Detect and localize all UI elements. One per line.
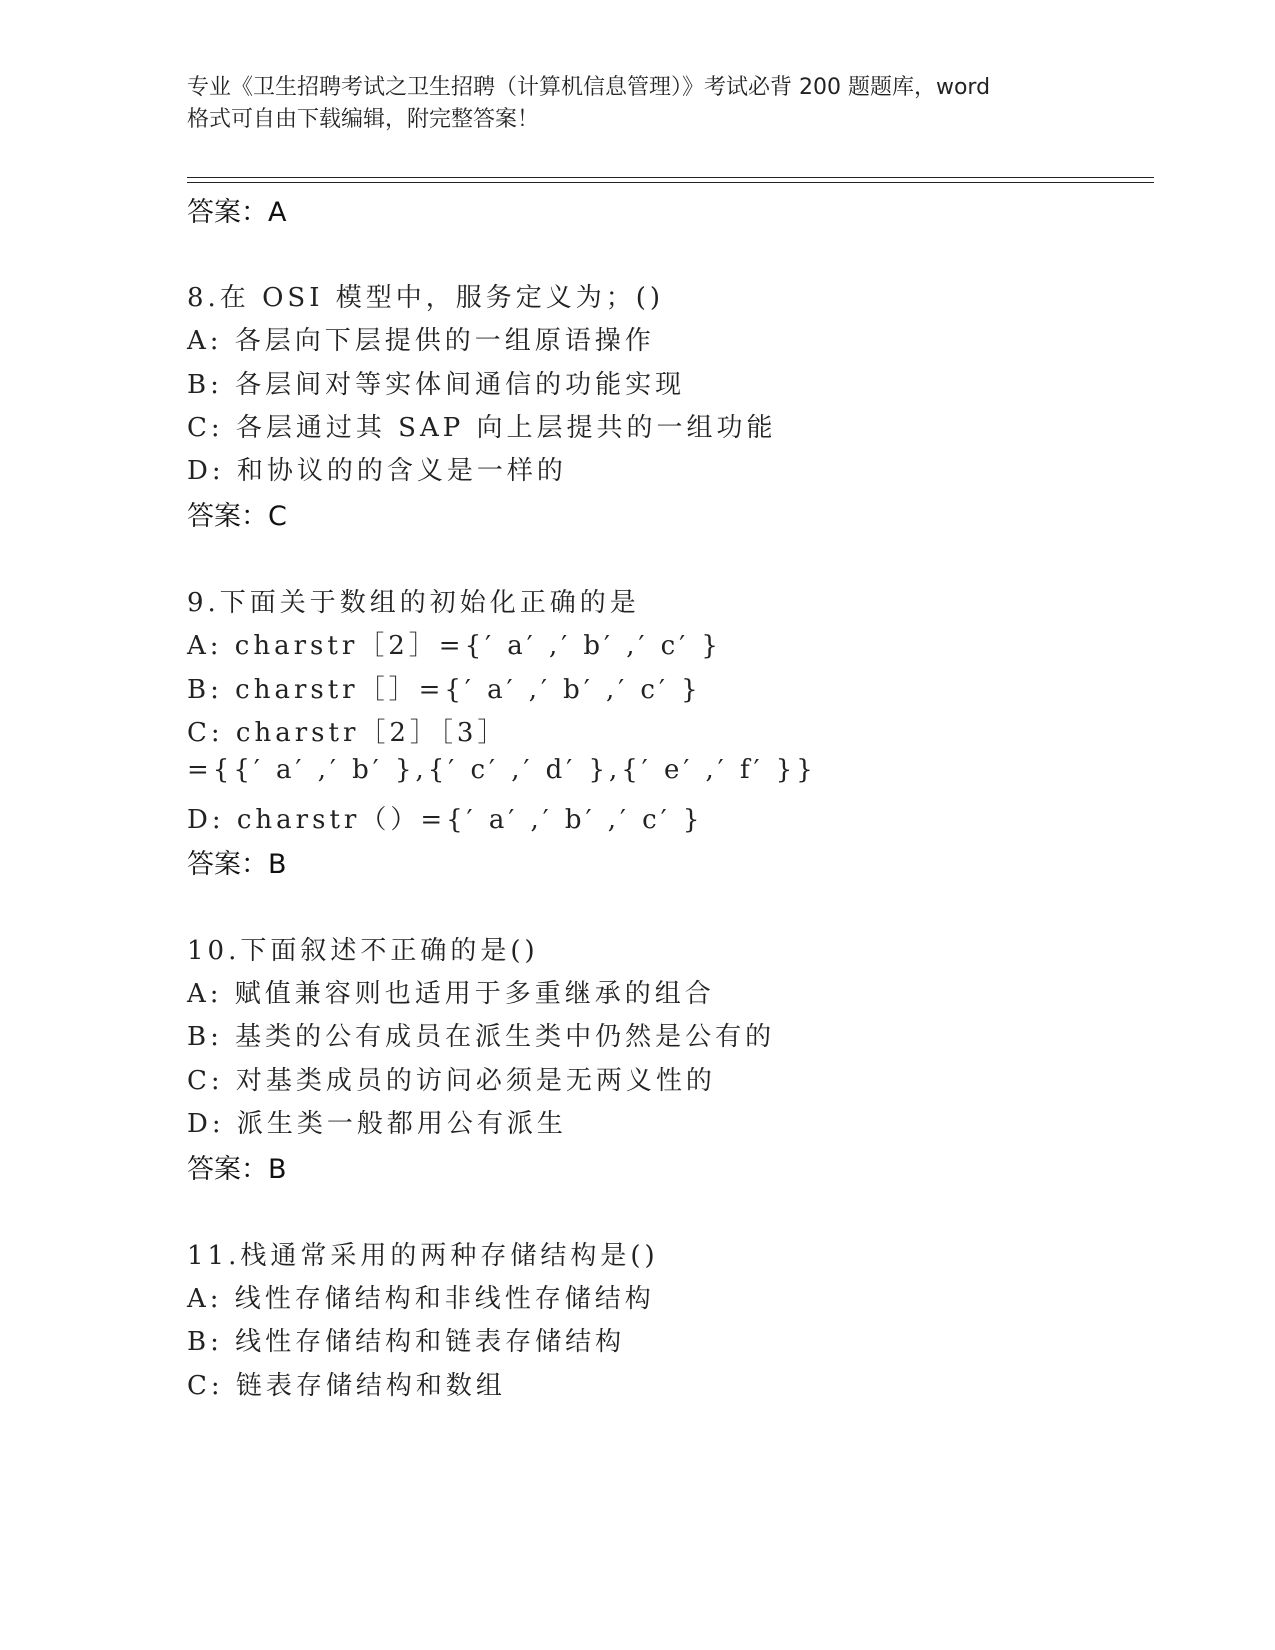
question-10-option-b: B: 基类的公有成员在派生类中仍然是公有的 — [187, 1022, 776, 1052]
answer-previous: 答案：A — [187, 197, 287, 228]
question-11-stem: 11.栈通常采用的两种存储结构是() — [187, 1241, 659, 1271]
header-line-2: 格式可自由下载编辑，附完整答案！ — [187, 107, 540, 132]
question-10-option-c: C: 对基类成员的访问必须是无两义性的 — [187, 1066, 716, 1096]
question-9-option-c-continued: ={{′ a′ ,′ b′ },{′ c′ ,′ d′ },{′ e′ ,′ f′ }} — [187, 755, 817, 785]
question-10-option-a: A: 赋值兼容则也适用于多重继承的组合 — [187, 979, 715, 1009]
question-9-option-c: C: charstr［2］［3］ — [187, 718, 508, 748]
question-9-stem: 9.下面关于数组的初始化正确的是 — [187, 588, 640, 618]
question-10-option-d: D: 派生类一般都用公有派生 — [187, 1109, 567, 1139]
question-8-option-d: D: 和协议的的含义是一样的 — [187, 456, 567, 486]
question-9-option-d: D: charstr（）={′ a′ ,′ b′ ,′ c′ } — [187, 805, 704, 835]
question-9-answer: 答案：B — [187, 849, 287, 880]
question-8-option-c: C: 各层通过其 SAP 向上层提共的一组功能 — [187, 413, 777, 443]
header-divider-bottom — [187, 182, 1154, 183]
document-header — [187, 72, 1087, 136]
question-10-stem: 10.下面叙述不正确的是() — [187, 936, 539, 966]
header-line-1: 专业《卫生招聘考试之卫生招聘（计算机信息管理）》考试必背 200 题题库，word — [187, 75, 991, 100]
question-8-stem: 8.在 OSI 模型中，服务定义为；() — [187, 283, 665, 313]
question-11-option-b: B: 线性存储结构和链表存储结构 — [187, 1327, 626, 1357]
question-11-option-c: C: 链表存储结构和数组 — [187, 1371, 506, 1401]
question-11-option-a: A: 线性存储结构和非线性存储结构 — [187, 1284, 655, 1314]
question-9-option-b: B: charstr［］={′ a′ ,′ b′ ,′ c′ } — [187, 675, 702, 705]
question-9-option-a: A: charstr［2］={′ a′ ,′ b′ ,′ c′ } — [187, 631, 722, 661]
header-divider-top — [187, 177, 1154, 178]
question-8-option-a: A: 各层向下层提供的一组原语操作 — [187, 326, 655, 356]
question-8-answer: 答案：C — [187, 501, 287, 532]
question-8-option-b: B: 各层间对等实体间通信的功能实现 — [187, 370, 686, 400]
question-10-answer: 答案：B — [187, 1154, 287, 1185]
